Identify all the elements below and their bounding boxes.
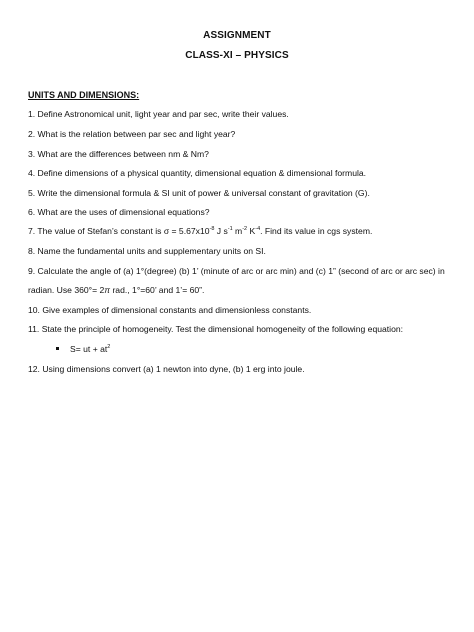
question-6: 6. What are the uses of dimensional equations? bbox=[28, 207, 210, 217]
question-7-exponent-3: -2 bbox=[242, 226, 248, 233]
question-7-exponent-2: -1 bbox=[227, 226, 233, 233]
question-4: 4. Define dimensions of a physical quantity, dimensional equation & dimensional formula. bbox=[28, 168, 367, 178]
question-9-line-1: 9. Calculate the angle of (a) 1°(degree) (b) 1’ (minute of arc or arc min) and (c) 1” (second of arc or arc sec) in bbox=[28, 266, 445, 276]
bullet-icon bbox=[56, 347, 59, 350]
question-3: 3. What are the differences between nm & Nm? bbox=[28, 149, 209, 159]
question-9-line-2 bbox=[28, 285, 204, 296]
question-7-unit-k: K bbox=[247, 226, 256, 236]
question-7 bbox=[28, 226, 372, 237]
document-title: ASSIGNMENT bbox=[203, 30, 271, 41]
question-9-line-2-a: radian. Use 360°= 2 bbox=[28, 285, 105, 295]
equation-exponent: 2 bbox=[107, 344, 111, 351]
question-11: 11. State the principle of homogeneity. Test the dimensional homogeneity of the following equation: bbox=[28, 324, 404, 334]
question-2: 2. What is the relation between par sec and light year? bbox=[28, 129, 236, 139]
question-7-exponent-1: -8 bbox=[209, 226, 215, 233]
question-10: 10. Give examples of dimensional constants and dimensionless constants. bbox=[28, 305, 312, 315]
pi-symbol: π bbox=[104, 285, 111, 295]
question-9-line-2-b: rad., 1°=60’ and 1’= 60”. bbox=[110, 285, 205, 295]
question-8: 8. Name the fundamental units and supplementary units on SI. bbox=[28, 246, 266, 256]
question-7-suffix: . Find its value in cgs system. bbox=[260, 226, 373, 236]
question-12: 12. Using dimensions convert (a) 1 newton into dyne, (b) 1 erg into joule. bbox=[28, 364, 305, 374]
question-7-prefix: 7. The value of Stefan’s constant is σ = 5.67x10 bbox=[28, 226, 210, 236]
question-1: 1. Define Astronomical unit, light year and par sec, write their values. bbox=[28, 109, 289, 119]
question-7-unit-m: m bbox=[232, 226, 243, 236]
section-heading: UNITS AND DIMENSIONS: bbox=[28, 90, 140, 100]
question-5: 5. Write the dimensional formula & SI unit of power & universal constant of gravitation (G). bbox=[28, 188, 370, 198]
question-7-exponent-4: -4 bbox=[255, 226, 261, 233]
equation-text: S= ut + at bbox=[70, 344, 108, 354]
document-subtitle: CLASS-XI – PHYSICS bbox=[185, 50, 289, 61]
equation-bullet bbox=[56, 344, 110, 355]
question-7-unit-j: J s bbox=[214, 226, 228, 236]
